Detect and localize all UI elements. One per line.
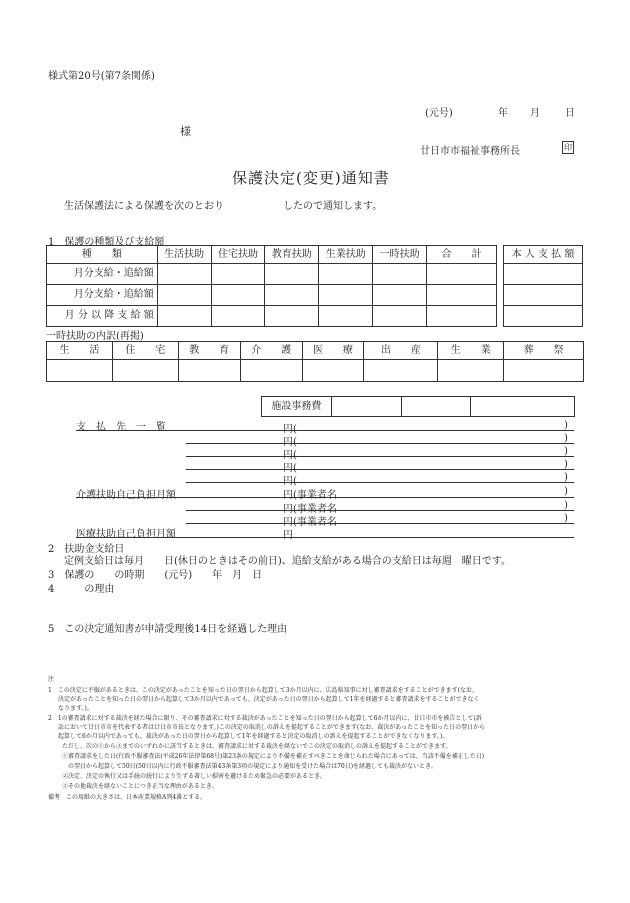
facility-label: 施設事務費 (262, 397, 332, 417)
col-total: 合 計 (427, 246, 497, 264)
form-number: 様式第20号(第7条関係) (48, 71, 155, 82)
note-line: なります。)。 (58, 705, 93, 712)
note-line: の翌日から起算して50日(50日以内に行政不服審査法第43条第3項の規定により通知を受けた場合は70日)を経過しても裁決がないとき。 (68, 763, 437, 770)
table-cell (504, 306, 583, 327)
medical-entry: 円 (283, 530, 293, 541)
payee-entry: 円( (283, 450, 297, 461)
payee-line (186, 456, 574, 457)
payee-entry: 円( (283, 424, 297, 435)
table-cell (178, 360, 240, 382)
table-cell (302, 360, 364, 382)
care-line (186, 523, 574, 524)
payee-close: ) (564, 472, 568, 483)
col-onetime-occupation: 生 業 (438, 342, 504, 360)
care-close: ) (564, 500, 568, 511)
onetime-table (46, 341, 584, 382)
care-close: ) (564, 513, 568, 524)
payee-label: 支 払 先 一 覧 (76, 422, 166, 433)
payee-entry: 円( (283, 476, 297, 487)
table-cell (47, 360, 113, 382)
remarks-line: 備考 この用紙の大きさは、日本産業規格A列4番とする。 (48, 794, 207, 801)
table-cell (157, 306, 211, 327)
document-title: 保護決定(変更)通知書 (232, 169, 390, 187)
note-line: 2 1の審査請求に対する裁決を経た場合に限り、その審査請求に対する裁決があったことを知った日の翌日から起算して6か月以内に、廿日市市を被告として(訴 (48, 715, 482, 722)
table-cell (401, 397, 471, 417)
table-cell (331, 397, 401, 417)
table-cell (504, 285, 583, 306)
table-cell (211, 264, 265, 285)
medical-line (76, 537, 574, 538)
facility-table (261, 396, 575, 417)
payee-line (186, 469, 574, 470)
table-cell (504, 360, 584, 382)
row-label: 月分支給・追給額 (47, 285, 158, 306)
section2-text: 定例支給日は毎月 日(休日のときはその前日)、追給支給がある場合の支給日は毎週 曜日です。 (64, 556, 512, 567)
table-cell (319, 285, 373, 306)
col-onetime-birth: 出 産 (364, 342, 438, 360)
payee-underline (76, 430, 574, 431)
payee-entry: 円( (283, 437, 297, 448)
payee-close: ) (564, 459, 568, 470)
note-line: 1 この決定に不服があるときは、この決定があったことを知った日の翌日から起算して3か月以内に、広島県知事に対し審査請求をすることができます(なお、 (48, 687, 478, 694)
note-line: ②決定、決定の執行又は手続の続行により生ずる著しい損害を避けるため緊急の必要があるとき。 (62, 773, 326, 780)
note-line: ただし、次の①から③までのいずれかに該当するときは、審査請求に対する裁決を経ないでこの決定の取消しの訴えを提起することができます。 (62, 743, 452, 750)
table-cell (373, 306, 427, 327)
care-close: ) (564, 486, 568, 497)
benefit-table (46, 245, 497, 327)
table-cell (427, 264, 497, 285)
col-housing: 住宅扶助 (211, 246, 265, 264)
table-cell (373, 285, 427, 306)
care-entry: 円(事業者名 (283, 504, 337, 515)
era-label: (元号) (425, 108, 453, 119)
intro-text: 生活保護法による保護を次のとおり (64, 201, 224, 212)
table-cell (240, 360, 302, 382)
payee-close: ) (564, 446, 568, 457)
sender-name: 廿日市市福祉事務所長 (420, 146, 520, 157)
col-type: 種 類 (47, 246, 158, 264)
table-cell (373, 264, 427, 285)
table-cell (427, 285, 497, 306)
payee-line (186, 482, 574, 483)
table-cell (364, 360, 438, 382)
payee-line (186, 443, 574, 444)
personal-pay-table (503, 245, 583, 327)
col-onetime-living: 生 活 (47, 342, 113, 360)
note-line: ③その他裁決を経ないことにつき正当な理由があるとき。 (62, 783, 218, 790)
note-line: ①審査請求をした日(行政不服審査法(平成26年法律第68号)第23条の規定により不備を補正すべきことを命じられた場合にあっては、当該不備を補正した日) (62, 753, 485, 760)
month-label: 月 (530, 108, 540, 119)
table-cell (265, 285, 319, 306)
table-cell (438, 360, 504, 382)
table-cell (211, 306, 265, 327)
table-cell (265, 306, 319, 327)
table-cell (471, 397, 575, 417)
notes-heading: 注 (48, 676, 55, 683)
note-line: 決定があったことを知った日の翌日から起算して3か月以内であっても、決定があった日の翌日から起算して1年を経過すると審査請求をすることができなく (58, 696, 480, 703)
payee-close: ) (564, 420, 568, 431)
section2-heading: 2 扶助金支給日 (48, 544, 125, 555)
table-cell (265, 264, 319, 285)
col-onetime: 一時扶助 (373, 246, 427, 264)
section3-text: 3 保護の の時期 (元号) 年 月 日 (48, 570, 263, 581)
col-living: 生活扶助 (157, 246, 211, 264)
onetime-heading: 一時扶助の内訳(再掲) (46, 331, 144, 342)
table-cell (504, 264, 583, 285)
col-onetime-funeral: 葬 祭 (504, 342, 584, 360)
col-occupation: 生業扶助 (319, 246, 373, 264)
section4-text: 4 の理由 (48, 584, 115, 595)
table-cell (319, 264, 373, 285)
year-label: 年 (498, 108, 508, 119)
col-onetime-housing: 住 宅 (112, 342, 178, 360)
medical-burden-label: 医療扶助自己負担月額 (76, 529, 176, 540)
payee-close: ) (564, 433, 568, 444)
care-entry: 円(事業者名 (283, 517, 337, 528)
table-cell (157, 285, 211, 306)
col-onetime-education: 教 育 (178, 342, 240, 360)
col-personal-pay: 本 人 支 払 額 (504, 246, 583, 264)
col-education: 教育扶助 (265, 246, 319, 264)
day-label: 日 (565, 108, 575, 119)
note-line: 起算して6か月以内であっても、裁決があった日の翌日から起算して1年を経過すると決定の取消しの訴えを提起することができなくなります。)。 (58, 733, 449, 740)
payee-entry: 円( (283, 463, 297, 474)
intro-text-end: したので通知します。 (283, 201, 383, 212)
row-label: 月 分 以 降 支 給 額 (47, 306, 158, 327)
row-label: 月分支給・追給額 (47, 264, 158, 285)
table-cell (112, 360, 178, 382)
section1-heading: 1 保護の種類及び支給額 (48, 237, 165, 248)
table-cell (319, 306, 373, 327)
table-cell (211, 285, 265, 306)
addressee-suffix: 様 (180, 125, 191, 138)
table-cell (427, 306, 497, 327)
col-onetime-care: 介 護 (240, 342, 302, 360)
table-cell (157, 264, 211, 285)
care-burden-label: 介護扶助自己負担月額 (76, 490, 176, 501)
seal-mark: 印 (564, 143, 572, 152)
col-onetime-medical: 医 療 (302, 342, 364, 360)
care-entry: 円(事業者名 (283, 490, 337, 501)
care-line (186, 510, 574, 511)
note-line: 訟において廿日市市を代表する者は廿日市市長となります。)この決定の取消しの訴えを提起することができます(なお、裁決があったことを知った日の翌日から (58, 724, 486, 731)
section5-text: 5 この決定通知書が申請受理後14日を経過した理由 (48, 624, 288, 635)
